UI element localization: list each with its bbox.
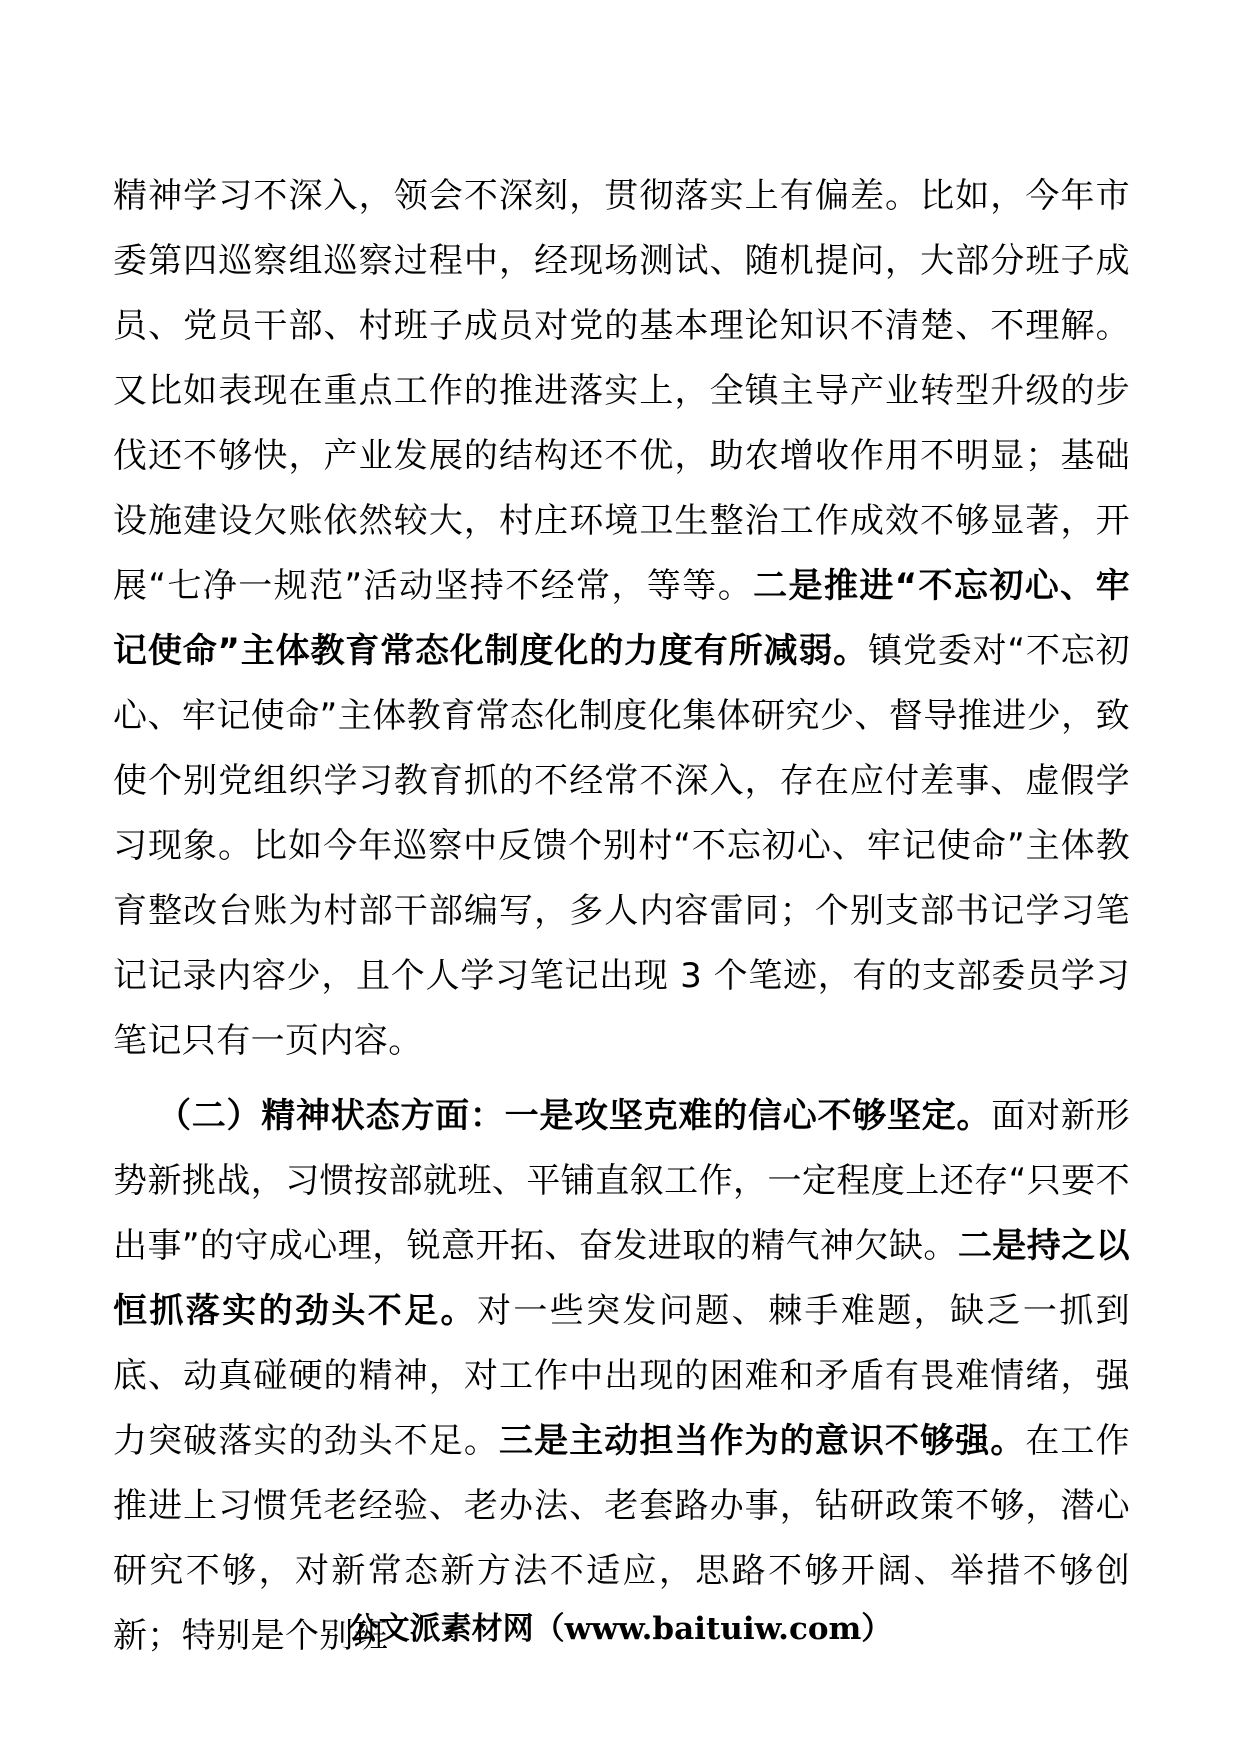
paragraph-spirit <box>113 1084 1130 1669</box>
paragraph-text: 精神学习不深入，领会不深刻，贯彻落实上有偏差。比如，今年市委第四巡察组巡察过程中，经现场测试、随机提问，大部分班子成员、党员干部、村班子成员对党的基本理论知识不清楚、不理解。又比如表现在重点工作的推进落实上，全镇主导产业转型升级的步伐还不够快，产业发展的结构还不优，助农增收作用不明显；基础设施建设欠账依然较大，村庄环境卫生整治工作成效不够显著，开展“七净一规范”活动坚持不经常，等等。 <box>113 176 1130 606</box>
paragraph-text: 在工作推进上习惯凭老经验、老办法、老套路办事，钻研政策不够，潜心研究不够，对新常态新方法不适应，思路不够开阔、举措不够创新；特别是个别班 <box>113 1421 1131 1656</box>
section-heading: （二）精神状态方面：一是攻坚克难的信心不够坚定。 <box>157 1096 992 1136</box>
paragraph-text: 面对新形势新挑战，习惯按部就班、平铺直叙工作，一定程度上还存“只要不出事”的守成心理，锐意开拓、奋发进取的精气神欠缺。 <box>113 1096 1130 1266</box>
page-footer: 公文派素材网（www.baituiw.com） <box>347 1611 893 1647</box>
paragraph-text: 镇党委对“不忘初心、牢记使命”主体教育常态化制度化集体研究少、督导推进少，致使个别党组织学习教育抓的不经常不深入，存在应付差事、虚假学习现象。比如今年巡察中反馈个别村“不忘初心、牢记使命”主体教育整改台账为村部干部编写，多人内容雷同；个别支部书记学习笔记记录内容少，且个人学习笔记出现 3 个笔迹，有的支部委员学习笔记只有一页内容。 <box>113 631 1130 1061</box>
paragraph-ideology <box>113 164 1130 1074</box>
paragraph-text: 对一些突发问题、棘手难题，缺乏一抓到底、动真碰硬的精神，对工作中出现的困难和矛盾有畏难情绪，强力突破落实的劲头不足。 <box>113 1291 1131 1461</box>
bold-heading: 三是主动担当作为的意识不够强。 <box>499 1421 1026 1461</box>
bold-heading: 二是推进“不忘初心、牢记使命”主体教育常态化制度化的力度有所减弱。 <box>113 566 1130 671</box>
document-body <box>113 164 1130 1669</box>
bold-heading: 二是持之以恒抓落实的劲头不足。 <box>113 1226 1131 1331</box>
